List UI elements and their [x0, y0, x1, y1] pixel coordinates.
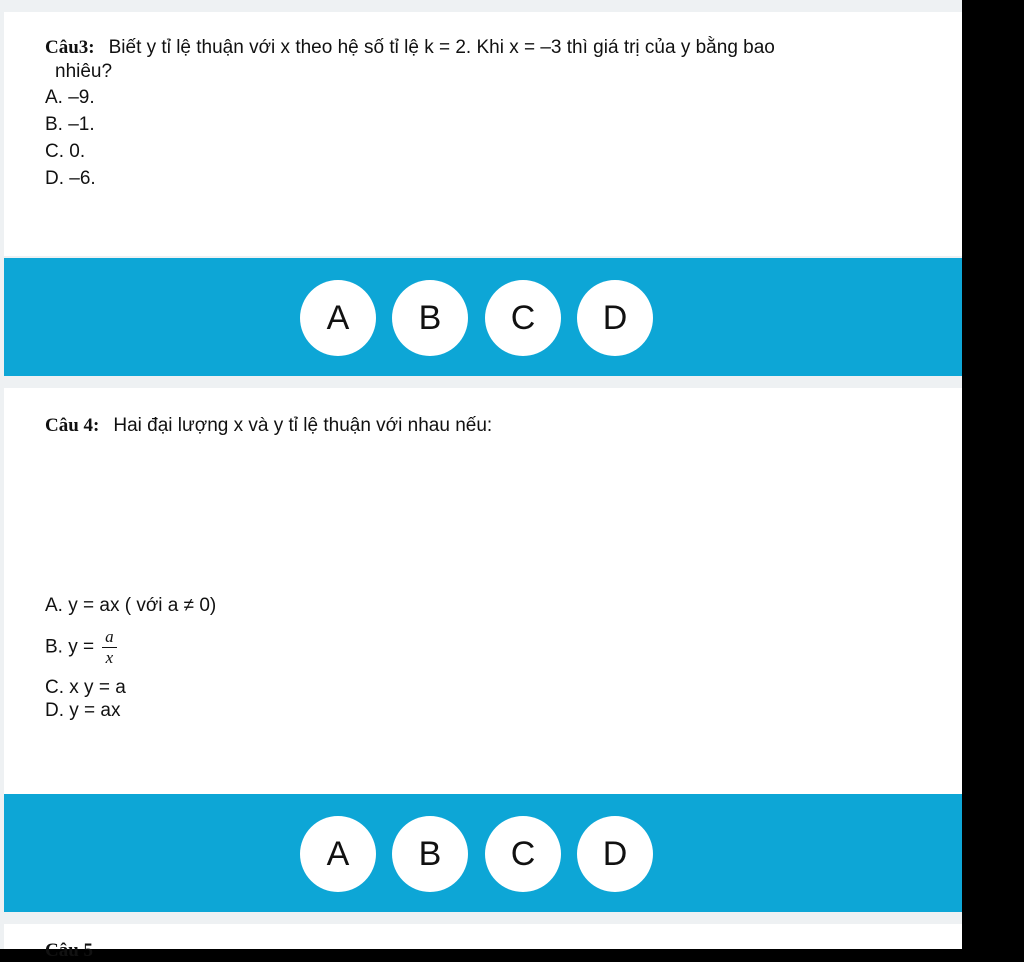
question-4-option-b-prefix: B. y =: [45, 636, 95, 658]
question-4-card: [4, 388, 962, 794]
fraction-denominator: x: [105, 648, 114, 667]
answer-c-button[interactable]: C: [485, 816, 561, 892]
answer-d-button[interactable]: D: [577, 280, 653, 356]
answer-a-button[interactable]: A: [300, 280, 376, 356]
answer-b-button[interactable]: B: [392, 816, 468, 892]
question-3-line2: nhiêu?: [55, 61, 113, 82]
fraction-a-over-x: [102, 628, 117, 667]
answer-bar-question-3: [4, 258, 962, 376]
question-4-option-a: A. y = ax ( với a ≠ 0): [45, 595, 217, 616]
answer-a-button[interactable]: A: [300, 816, 376, 892]
answer-c-button[interactable]: C: [485, 280, 561, 356]
question-3-number: Câu3:: [45, 37, 95, 58]
question-4-option-c: C. x y = a: [45, 677, 126, 698]
question-5-card: [4, 924, 962, 961]
question-4-text: [45, 414, 492, 438]
question-5-number: Câu 5: [45, 940, 94, 961]
question-4-option-d: D. y = ax: [45, 700, 121, 721]
question-3-text: [45, 36, 775, 84]
answer-b-button[interactable]: B: [392, 280, 468, 356]
question-4-option-b: [45, 628, 117, 667]
question-3-option-a: A. –9.: [45, 87, 95, 108]
question-3-option-b: B. –1.: [45, 114, 95, 135]
fraction-numerator: a: [102, 628, 117, 648]
answer-d-button[interactable]: D: [577, 816, 653, 892]
answer-bar-question-4: [4, 794, 962, 912]
question-3-option-c: C. 0.: [45, 141, 86, 162]
question-4-prompt: Hai đại lượng x và y tỉ lệ thuận với nhau nếu:: [113, 415, 493, 436]
question-3-option-d: D. –6.: [45, 168, 96, 189]
question-3-line1: Biết y tỉ lệ thuận với x theo hệ số tỉ lệ k = 2. Khi x = –3 thì giá trị của y bằng bao: [108, 37, 775, 58]
question-4-number: Câu 4:: [45, 415, 100, 436]
